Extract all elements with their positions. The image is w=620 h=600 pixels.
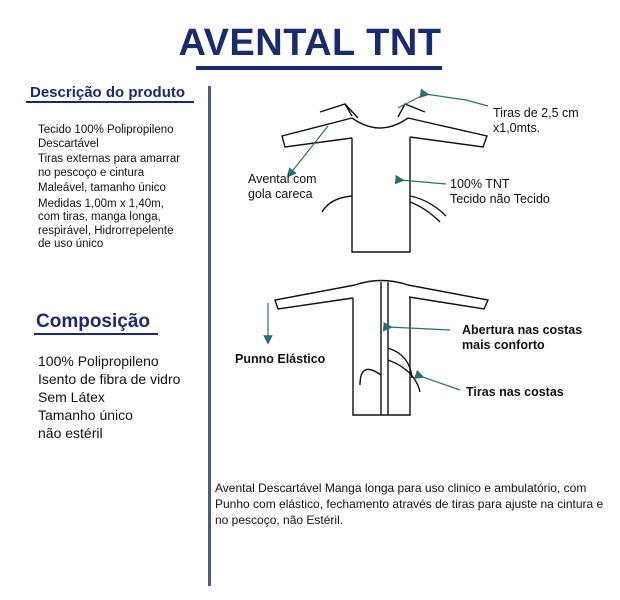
- description-header: Descrição do produto: [30, 84, 186, 101]
- page-title: AVENTAL TNT: [178, 22, 442, 64]
- composition-item: Tamanho único: [38, 407, 133, 423]
- description-item: Maleável, tamanho único: [38, 182, 166, 194]
- label-punho: Punno Elástico: [235, 352, 326, 366]
- annotation-arrows: [268, 94, 488, 390]
- composition-item: 100% Polipropileno: [38, 353, 159, 369]
- label-gola: Avental com gola careca: [248, 172, 317, 201]
- label-tiras: Tiras de 2,5 cm x1,0mts.: [493, 106, 579, 135]
- composition-header: Composição: [36, 311, 151, 332]
- composition-item: não estéril: [38, 425, 103, 441]
- description-item: Tiras externas para amarrar no pescoço e cintura: [38, 153, 181, 179]
- back-gown-drawing: [275, 281, 488, 416]
- composition-item: Sem Látex: [38, 389, 105, 405]
- composition-item: Isento de fibra de vidro: [38, 371, 181, 387]
- product-footnote: Avental Descartável Manga longa para uso clinico e ambulatório, com Punho com elástico, fechamento através de tiras para ajuste na cintura e no pescoço, não Estéril.: [215, 481, 604, 527]
- label-abertura: Abertura nas costas mais conforto: [462, 323, 583, 352]
- label-tiras-costas: Tiras nas costas: [466, 385, 564, 399]
- label-tnt: 100% TNT Tecido não Tecido: [450, 177, 550, 206]
- description-item: Tecido 100% Polipropileno Descartável: [38, 124, 174, 150]
- description-item: Medidas 1,00m x 1,40m, com tiras, manga longa, respirável, Hidrorrepelente de uso único: [38, 197, 174, 250]
